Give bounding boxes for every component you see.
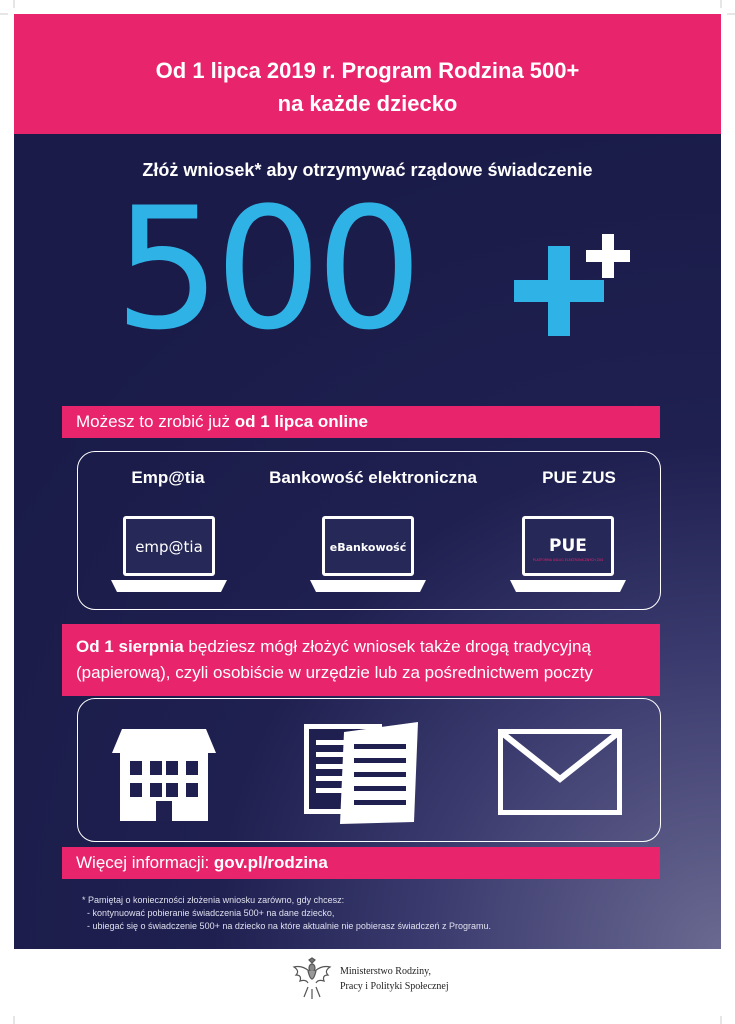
header-line-1: Od 1 lipca 2019 r. Program Rodzina 500+	[155, 58, 580, 83]
channel-label-ebanking: Bankowość elektroniczna	[269, 468, 477, 487]
ministry-line-2: Pracy i Polityki Społecznej	[340, 981, 449, 992]
footnote-line-3: - ubiegać się o świadczenie 500+ na dziecko na które aktualnie nie pobierasz świadczeń z Programu.	[87, 921, 491, 931]
online-bar-prefix: Możesz to zrobić już	[76, 412, 235, 431]
logo-500-text: 500	[114, 202, 417, 352]
paper-bar-bold: Od 1 sierpnia	[76, 637, 184, 656]
paper-bar-line1: będziesz mógł złożyć wniosek także drogą tradycyjną	[183, 637, 591, 656]
channel-label-pue: PUE ZUS	[542, 468, 616, 487]
ebanking-screen-text: eBankowość	[329, 541, 407, 554]
paper-bar-line2: (papierową), czyli osobiście w urzędzie lub za pośrednictwem poczty	[76, 663, 593, 682]
info-bar-prefix: Więcej informacji:	[76, 853, 214, 872]
pue-screen-subtext: PLATFORMA USŁUG ELEKTRONICZNYCH ZUS	[532, 558, 604, 562]
footnote-line-1: * Pamiętaj o konieczności złożenia wniosku zarówno, gdy chcesz:	[82, 895, 345, 905]
ministry-line-1: Ministerstwo Rodziny,	[340, 966, 432, 977]
footnote-line-2: - kontynuować pobieranie świadczenia 500+ na dane dziecko,	[87, 908, 335, 918]
empatia-screen-text: emp@tia	[135, 538, 203, 556]
info-bar-link[interactable]: gov.pl/rodzina	[213, 853, 328, 872]
header-line-2: na każde dziecko	[277, 91, 458, 116]
subtitle: Złóż wniosek* aby otrzymywać rządowe świadczenie	[142, 160, 593, 180]
online-bar-bold: od 1 lipca online	[234, 412, 368, 431]
pue-screen-text: PUE	[549, 536, 587, 556]
channel-label-empatia: Emp@tia	[131, 468, 205, 487]
